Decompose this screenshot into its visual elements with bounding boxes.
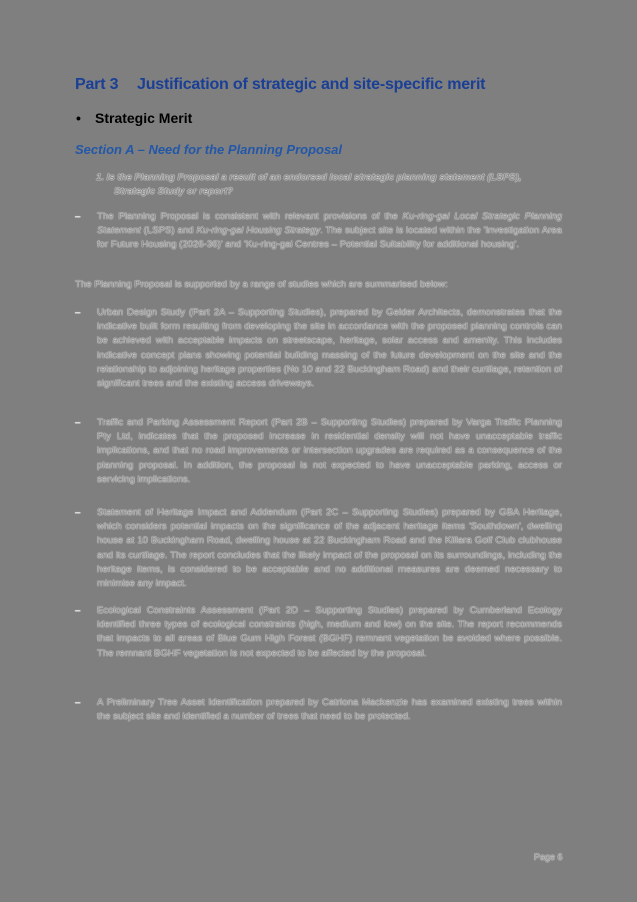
consistency-item	[75, 210, 562, 253]
dash-marker: –	[75, 605, 81, 616]
bullet-icon: •	[76, 110, 81, 126]
strategic-merit-label: Strategic Merit	[95, 110, 193, 126]
text-run: The Planning Proposal is consistent with relevant provisions of the	[97, 211, 403, 222]
study-text: Ecological Constraints Assessment (Part 2D – Supporting Studies) prepared by Cumberland Ecology identified three types of ecological constraints (high, medium and low) on the site. The report recommends that impacts to all areas of Blue Gum High Forest (BGHF) remnant vegetation be avoided where possible. The remnant BGHF vegetation is not expected to be affected by the proposal.	[97, 605, 562, 659]
study-item-urban-design	[75, 306, 562, 391]
part-title: Justification of strategic and site-specific merit	[137, 76, 486, 93]
consistency-text	[97, 210, 562, 253]
study-text: A Preliminary Tree Asset Identification prepared by Catriona Mackenzie has examined existing trees within the subject site and identified a number of trees that need to be protected.	[97, 697, 562, 723]
study-text: Statement of Heritage Impact and Addendum (Part 2C – Supporting Studies) prepared by GBA Heritage, which considers potential impacts on the significance of the adjacent heritage items 'Southdown', dwelling house at 10 Buckingham Road, dwelling house at 22 Buckingham Road and the Killara Golf Club clubhouse and its curtilage. The report concludes that the likely impact of the proposal on its surroundings, including the heritage items, is considered to be acceptable and no additional measures are deemed necessary to minimise any impact.	[97, 507, 562, 590]
lsps-title: Ku-ring-gai Local Strategic Planning Statement	[97, 211, 562, 237]
text-run: (LSPS) and	[140, 225, 197, 237]
dash-marker: –	[75, 507, 81, 518]
part-number: Part 3	[75, 76, 119, 93]
study-item-traffic	[75, 416, 562, 487]
text-run: . The subject site is located within the 'Investigation Area for Future Housing (2026-36)' and 'Ku-ring-gai Centres – Potential Suitability for additional housing'.	[97, 225, 562, 251]
dash-marker: –	[75, 417, 81, 428]
part-heading	[75, 76, 485, 94]
strategic-merit-heading	[76, 110, 192, 126]
dash-marker: –	[75, 697, 81, 708]
study-item-heritage	[75, 506, 562, 591]
question-line-1: 1. Is the Planning Proposal a result of an endorsed local strategic planning statement (LSPS),	[96, 172, 522, 183]
intro-paragraph: The Planning Proposal is supported by a range of studies which are summarised below:	[75, 279, 448, 290]
study-text: Urban Design Study (Part 2A – Supporting Studies), prepared by Gelder Architects, demonstrates that the indicative built form resulting from developing the site in accordance with the proposed planning controls can be achieved with acceptable impacts on streetscape, heritage, solar access and amenity. This includes indicative concept plans showing potential building massing of the future development on the site and the relationship to adjoining heritage properties (No 10 and 22 Buckingham Road) and their curtilage, retention of significant trees and the existing access driveways.	[97, 307, 562, 390]
section-heading: Section A – Need for the Planning Proposal	[75, 142, 343, 157]
question-1	[96, 171, 566, 199]
dash-marker: –	[75, 307, 81, 318]
page-number: Page 6	[534, 852, 563, 862]
study-item-ecology	[75, 604, 562, 661]
dash-marker: –	[75, 211, 81, 222]
study-item-trees	[75, 696, 562, 724]
question-line-2: Strategic Study or report?	[114, 186, 233, 197]
study-text: Traffic and Parking Assessment Report (Part 2B – Supporting Studies) prepared by Varga Traffic Planning Pty Ltd, indicates that the proposed increase in residential density will not have unacceptable traffic implications, and that no road improvements or intersection upgrades are required as a consequence of the planning proposal. In addition, the proposal is not expected to have unacceptable parking, access or servicing implications.	[97, 417, 562, 485]
housing-strategy-title: Ku-ring-gai Housing Strategy	[196, 225, 321, 237]
